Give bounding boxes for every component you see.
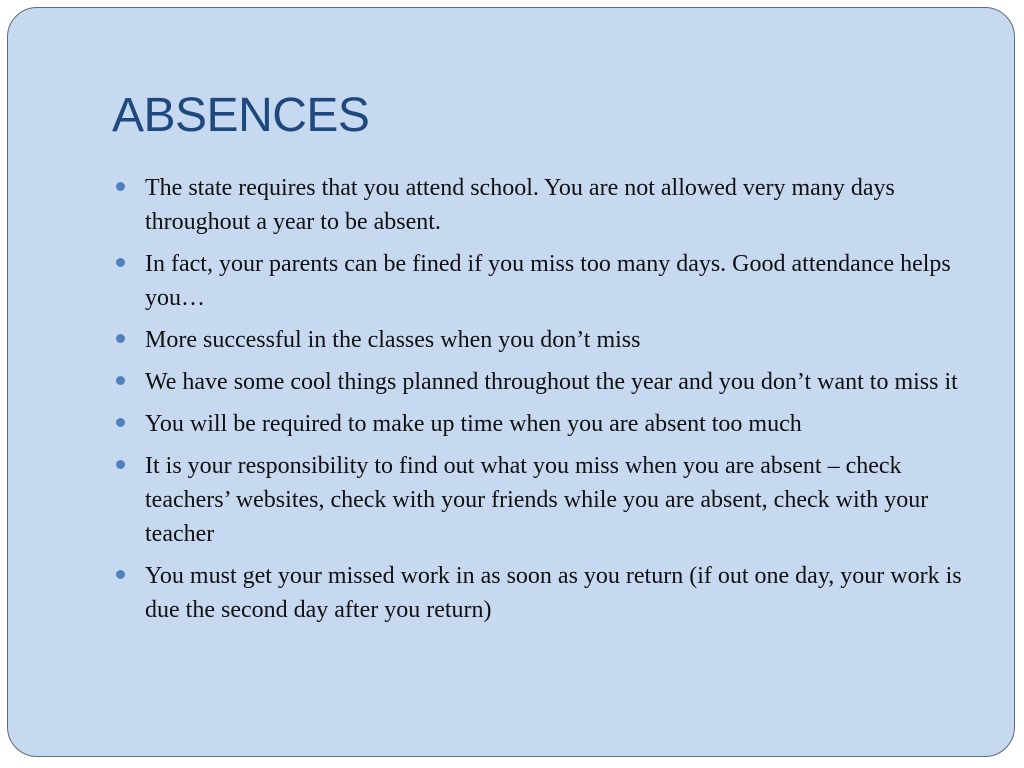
bullet-item [116,449,976,551]
bullet-item [116,171,976,239]
bullet-text: More successful in the classes when you don’t miss [145,327,641,353]
bullet-text: It is your responsibility to find out what you miss when you are absent – check teachers’ websites, check with your friends while you are absent, check with your teacher [145,453,929,547]
bullet-text: In fact, your parents can be fined if you miss too many days. Good attendance helps you… [145,251,951,311]
bullet-list [116,171,976,635]
bullet-dot-icon [116,376,125,385]
bullet-item [116,247,976,315]
bullet-dot-icon [116,460,125,469]
slide-title: ABSENCES [112,89,370,142]
bullet-dot-icon [116,418,125,427]
bullet-item [116,323,976,357]
bullet-text: We have some cool things planned throughout the year and you don’t want to miss it [145,369,958,395]
bullet-text: You will be required to make up time when you are absent too much [145,411,802,437]
bullet-dot-icon [116,334,125,343]
bullet-text: You must get your missed work in as soon as you return (if out one day, your work is due the second day after you return) [145,563,962,623]
bullet-item [116,559,976,627]
slide [7,7,1015,757]
bullet-dot-icon [116,182,125,191]
bullet-dot-icon [116,258,125,267]
bullet-item [116,365,976,399]
bullet-item [116,407,976,441]
bullet-text: The state requires that you attend school. You are not allowed very many days throughout a year to be absent. [145,175,895,235]
bullet-dot-icon [116,570,125,579]
